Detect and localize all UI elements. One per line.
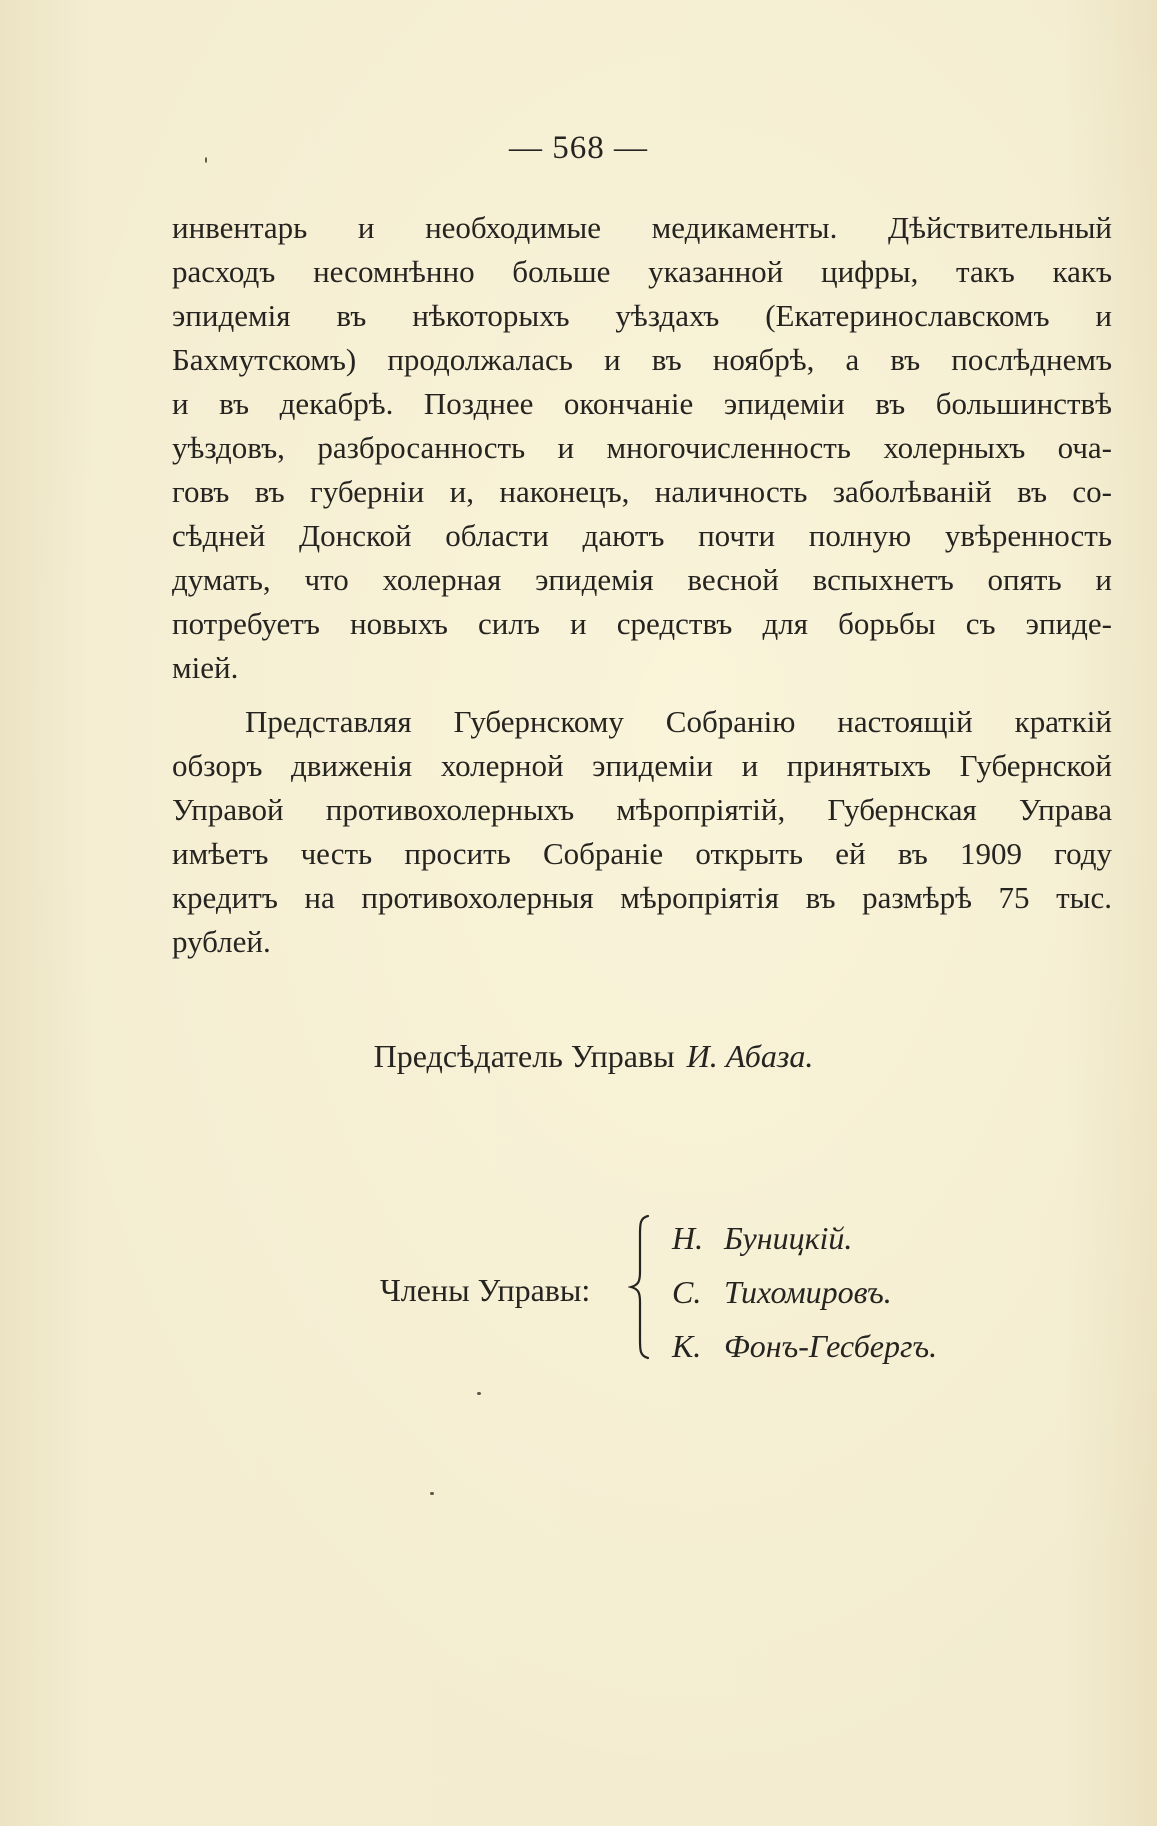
text-line: и въ декабрѣ. Позднее окончаніе эпидеміи въ большинствѣ (172, 386, 1112, 421)
chairman-label: Предсѣдатель Управы (373, 1038, 675, 1074)
text-line: Представляя Губернскому Собранію настоящій краткій (245, 704, 1112, 739)
paper-speck (477, 1392, 481, 1395)
member-signature (672, 1270, 892, 1314)
text-line: эпидемія въ нѣкоторыхъ уѣздахъ (Екатеринославскомъ и (172, 298, 1112, 333)
text-line: инвентарь и необходимые медикаменты. Дѣйствительный (172, 210, 1112, 245)
text-line: Бахмутскомъ) продолжалась и въ ноябрѣ, а въ послѣднемъ (172, 342, 1112, 377)
text-line: рублей. (172, 924, 271, 959)
text-line: уѣздовъ, разбросанность и многочисленность холерныхъ оча- (172, 430, 1112, 465)
chairman-name: И. Абаза. (686, 1038, 814, 1074)
member-surname: Фонъ-Гесбергъ. (724, 1328, 938, 1364)
chairman-signature (0, 1034, 1157, 1078)
member-surname: Тихомировъ. (724, 1274, 892, 1310)
text-line: міей. (172, 650, 239, 685)
members-label: Члены Управы: (380, 1272, 591, 1308)
member-initial: К. (672, 1328, 702, 1364)
member-signature (672, 1324, 937, 1368)
paper-speck (205, 157, 207, 163)
text-line: думать, что холерная эпидемія весной вспыхнетъ опять и (172, 562, 1112, 597)
text-line: кредитъ на противохолерныя мѣропріятія въ размѣрѣ 75 тыс. (172, 880, 1112, 915)
text-line: сѣдней Донской области даютъ почти полную увѣренность (172, 518, 1112, 553)
page-number: — 568 — (509, 130, 648, 166)
text-line: говъ въ губерніи и, наконецъ, наличность заболѣваній въ со- (172, 474, 1112, 509)
text-line: обзоръ движенія холерной эпидеміи и принятыхъ Губернской (172, 748, 1112, 783)
curly-brace-icon (628, 1212, 654, 1362)
member-initial: Н. (672, 1220, 704, 1256)
text-line: Управой противохолерныхъ мѣропріятій, Губернская Управа (172, 792, 1112, 827)
member-initial: С. (672, 1274, 702, 1310)
member-surname: Буницкій. (724, 1220, 853, 1256)
text-line: расходъ несомнѣнно больше указанной цифры, такъ какъ (172, 254, 1112, 289)
text-line: имѣетъ честь просить Собраніе открыть ей въ 1909 году (172, 836, 1112, 871)
text-line: потребуетъ новыхъ силъ и средствъ для борьбы съ эпиде- (172, 606, 1112, 641)
paper-speck (430, 1492, 434, 1495)
member-signature (672, 1216, 852, 1260)
